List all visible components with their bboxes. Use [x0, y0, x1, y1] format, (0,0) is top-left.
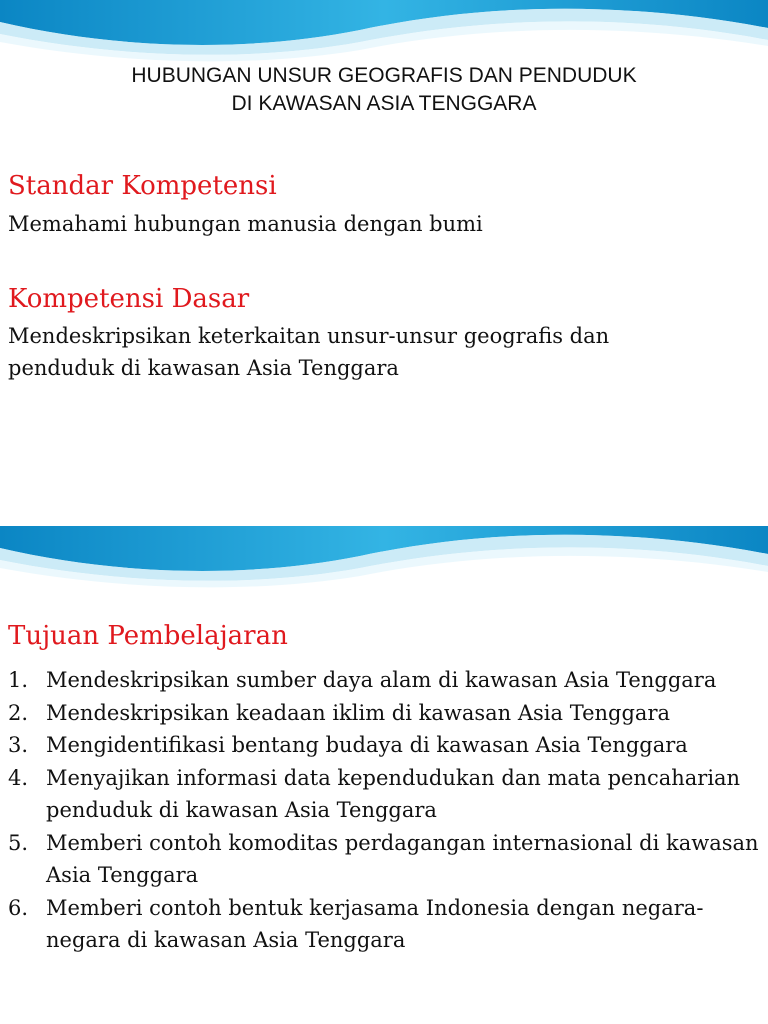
item-number: 3. [8, 733, 29, 757]
wave-banner [0, 526, 768, 596]
item-number: 6. [8, 895, 29, 920]
objectives-list [8, 664, 760, 957]
list-item [8, 697, 760, 730]
item-number: 5. [8, 830, 29, 855]
kompetensi-dasar-line-2: penduduk di kawasan Asia Tenggara [8, 356, 399, 380]
list-item [8, 664, 760, 697]
standar-kompetensi-heading: Standar Kompetensi [8, 171, 277, 201]
title-line-1: HUBUNGAN UNSUR GEOGRAFIS DAN PENDUDUK [131, 64, 637, 87]
list-item [8, 827, 760, 892]
item-text: Memberi contoh bentuk kerjasama Indonesia dengan negara-negara di kawasan Asia Tenggara [46, 895, 704, 952]
slide-2 [0, 512, 768, 1024]
item-number: 4. [8, 765, 29, 790]
kompetensi-dasar-heading: Kompetensi Dasar [8, 284, 250, 314]
wave-banner [0, 0, 768, 70]
item-text: Mengidentifikasi bentang budaya di kawasan Asia Tenggara [46, 733, 688, 757]
item-text: Memberi contoh komoditas perdagangan internasional di kawasan Asia Tenggara [46, 830, 759, 887]
item-text: Mendeskripsikan keadaan iklim di kawasan Asia Tenggara [46, 700, 671, 725]
list-item [8, 762, 760, 827]
kompetensi-dasar-line-1: Mendeskripsikan keterkaitan unsur-unsur geografis dan [8, 324, 610, 348]
item-number: 1. [8, 668, 29, 692]
list-item [8, 892, 760, 957]
standar-kompetensi-text: Memahami hubungan manusia dengan bumi [8, 212, 483, 236]
list-item [8, 729, 760, 762]
tujuan-pembelajaran-heading: Tujuan Pembelajaran [8, 621, 288, 651]
title-line-2: DI KAWASAN ASIA TENGGARA [231, 92, 537, 115]
item-text: Mendeskripsikan sumber daya alam di kawasan Asia Tenggara [46, 668, 717, 692]
item-number: 2. [8, 700, 29, 725]
slide-title [40, 62, 728, 118]
item-text: Menyajikan informasi data kependudukan dan mata pencaharian penduduk di kawasan Asia Tenggara [46, 765, 741, 822]
